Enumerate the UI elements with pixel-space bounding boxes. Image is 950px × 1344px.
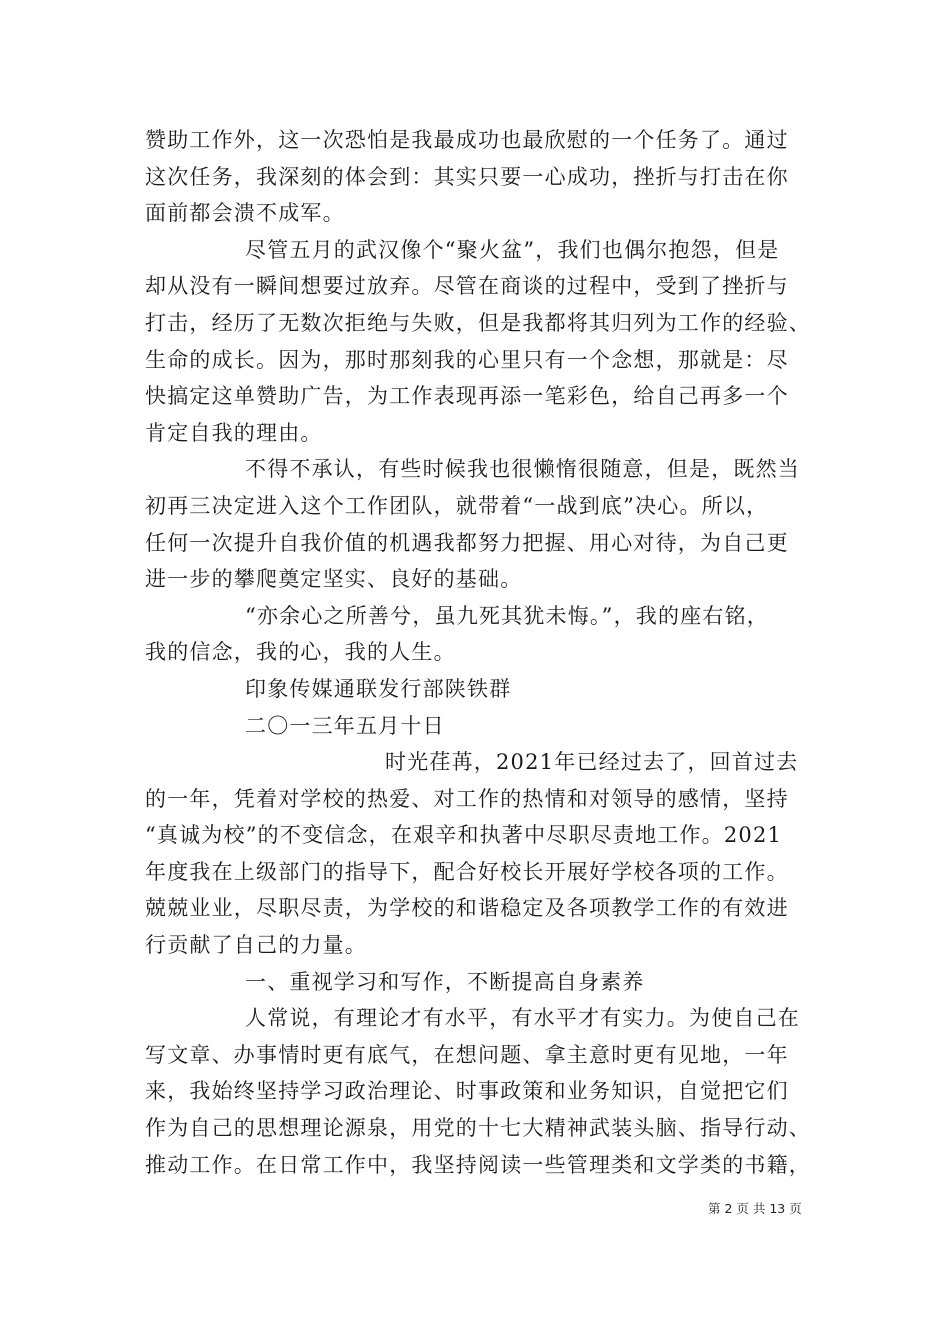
text-line: 行贡献了自己的力量。	[145, 933, 367, 958]
text-line: 写文章、办事情时更有底气，在想问题、拿主意时更有见地，一年	[145, 1042, 789, 1067]
text-line: 不得不承认，有些时候我也很懒惰很随意，但是，既然当	[245, 457, 800, 482]
document-body	[145, 122, 815, 1183]
text-line: 年度我在上级部门的指导下，配合好校长开展好学校各项的工作。	[145, 859, 789, 884]
text-line: 却从没有一瞬间想要过放弃。尽管在商谈的过程中，受到了挫折与	[145, 274, 789, 299]
text-line: 作为自己的思想理论源泉，用党的十七大精神武装头脑、指导行动、	[145, 1116, 811, 1141]
text-line: “亦余心之所善兮，虽九死其犹未悔。”，我的座右铭，	[245, 603, 769, 628]
text-line: 我的信念，我的心，我的人生。	[145, 640, 456, 665]
text-line: “真诚为校”的不变信念，在艰辛和执著中尽职尽责地工作。2021	[145, 823, 783, 848]
text-line: 进一步的攀爬奠定坚实、良好的基础。	[145, 567, 523, 592]
text-line: 初再三决定进入这个工作团队，就带着“一战到底”决心。所以，	[145, 493, 769, 518]
text-line: 面前都会溃不成军。	[145, 201, 345, 226]
text-line: 赞助工作外，这一次恐怕是我最成功也最欣慰的一个任务了。通过	[145, 128, 789, 152]
signature-name: 印象传媒通联发行部陕铁群	[245, 676, 512, 701]
text-line: 来，我始终坚持学习政治理论、时事政策和业务知识，自觉把它们	[145, 1079, 789, 1104]
page-number: 第 2 页 共 13 页	[708, 1201, 802, 1216]
text-line: 快搞定这单赞助广告，为工作表现再添一笔彩色，给自己再多一个	[145, 384, 789, 409]
text-line: 兢兢业业，尽职尽责，为学校的和谐稳定及各项教学工作的有效进	[145, 896, 789, 921]
text-line: 任何一次提升自我价值的机遇我都努力把握、用心对待，为自己更	[145, 530, 789, 555]
text-line: 这次任务，我深刻的体会到：其实只要一心成功，挫折与打击在你	[145, 164, 789, 189]
signature-date: 二〇一三年五月十日	[245, 713, 445, 738]
section-heading: 一、重视学习和写作，不断提高自身素养	[245, 969, 645, 994]
text-line: 人常说，有理论才有水平，有水平才有实力。为使自己在	[245, 1006, 800, 1031]
text-line: 打击，经历了无数次拒绝与失败，但是我都将其归列为工作的经验、	[145, 310, 811, 335]
text-line: 肯定自我的理由。	[145, 420, 323, 445]
text-line: 的一年，凭着对学校的热爱、对工作的热情和对领导的感情，坚持	[145, 786, 789, 811]
text-line: 生命的成长。因为，那时那刻我的心里只有一个念想，那就是：尽	[145, 347, 789, 372]
text-line: 推动工作。在日常工作中，我坚持阅读一些管理类和文学类的书籍，	[145, 1152, 811, 1177]
text-line: 时光荏苒，2021年已经过去了，回首过去	[385, 750, 799, 775]
text-line: 尽管五月的武汉像个“聚火盆”，我们也偶尔抱怨，但是	[245, 237, 780, 262]
